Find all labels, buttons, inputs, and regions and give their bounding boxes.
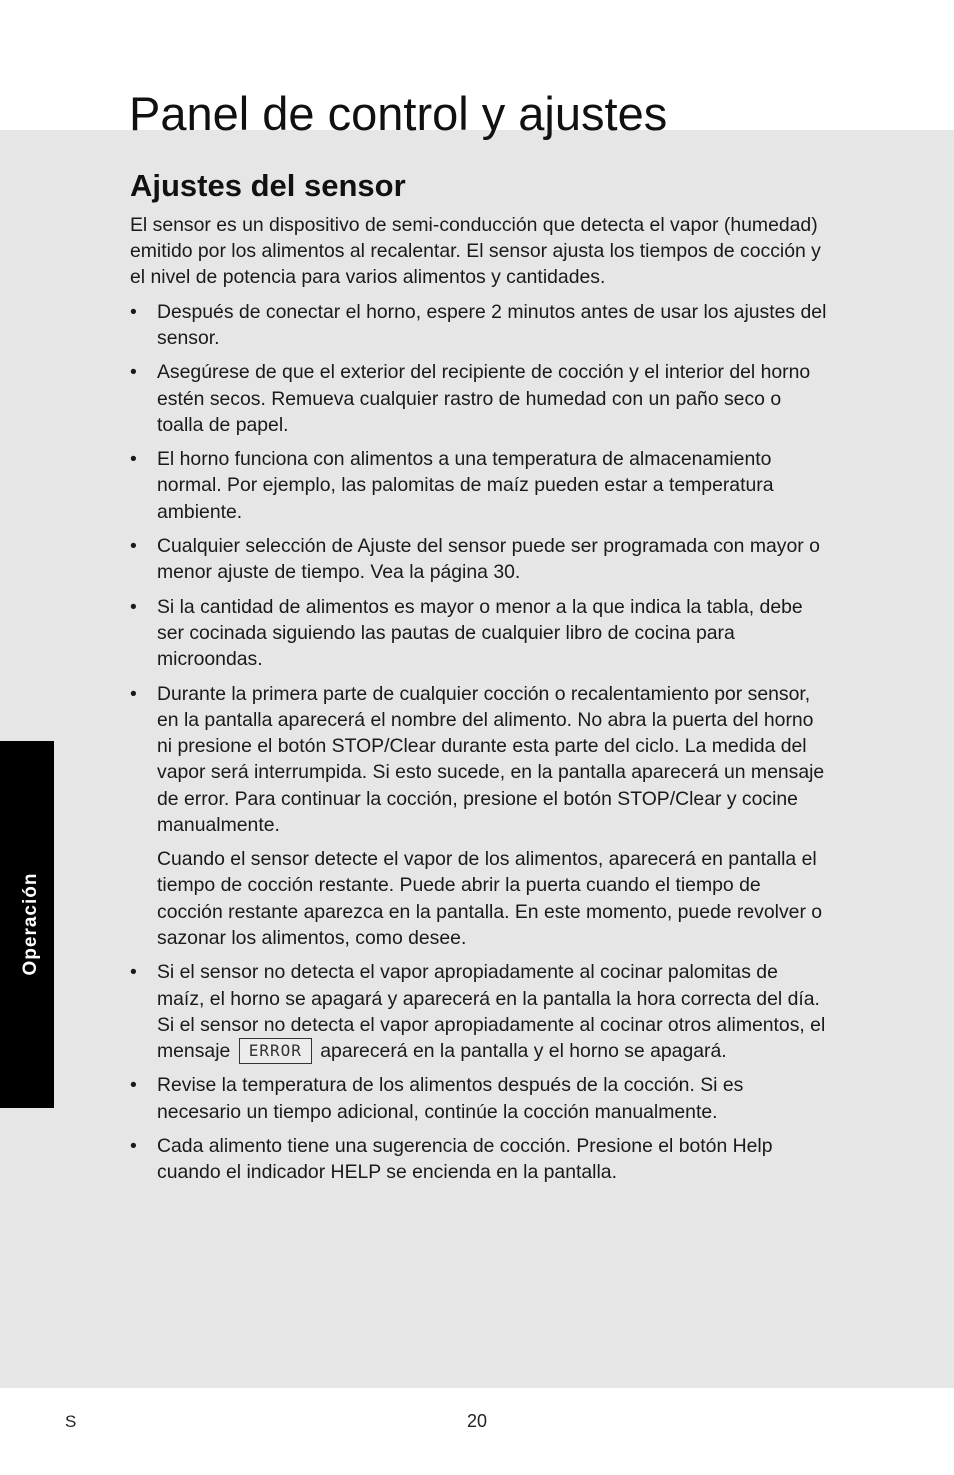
list-item-text: El horno funciona con alimentos a una temperatura de almacenamiento normal. Por ejemplo, las palomitas de maíz pueden estar a temperatura ambiente. <box>157 448 774 523</box>
list-item-text: Cada alimento tiene una sugerencia de cocción. Presione el botón Help cuando el indicador HELP se encienda en la pantalla. <box>157 1135 773 1184</box>
list-item <box>130 533 830 585</box>
error-display-box: ERROR <box>239 1038 312 1064</box>
page-title: Panel de control y ajustes <box>129 87 668 140</box>
list-item <box>130 959 830 1064</box>
section-heading: Ajustes del sensor <box>130 168 406 203</box>
list-item-text: Asegúrese de que el exterior del recipiente de cocción y el interior del horno estén secos. Remueva cualquier rastro de humedad con un paño seco o toalla de papel. <box>157 361 811 436</box>
list-item <box>130 299 830 351</box>
list-item <box>130 681 830 951</box>
list-item-text: Cualquier selección de Ajuste del sensor puede ser programada con mayor o menor ajuste de tiempo. Vea la página 30. <box>157 535 820 584</box>
intro-paragraph: El sensor es un dispositivo de semi-conducción que detecta el vapor (humedad) emitido por los alimentos al recalentar. El sensor ajusta los tiempos de cocción y el nivel de potencia para varios alimentos y cantidades. <box>130 214 821 289</box>
list-item-text: Revise la temperatura de los alimentos después de la cocción. Si es necesario un tiempo adicional, continúe la cocción manualmente. <box>157 1074 744 1123</box>
list-item <box>130 446 830 525</box>
list-item <box>130 359 830 438</box>
list-item-text: Después de conectar el horno, espere 2 minutos antes de usar los ajustes del sensor. <box>157 300 827 349</box>
section-side-tab-label: Operación <box>20 872 41 976</box>
list-item <box>130 1133 830 1185</box>
sensor-tips-list <box>130 299 830 1186</box>
list-item-text: Durante la primera parte de cualquier cocción o recalentamiento por sensor, en la pantalla aparecerá el nombre del alimento. No abra la puerta del horno ni presione el botón STOP/Clear durante esta parte del ciclo. La medida del vapor será interrumpida. Si esto sucede, en la pantalla aparecerá un mensaje de error. Para continuar la cocción, presione el botón STOP/Clear y cocine manualmente. <box>157 682 825 836</box>
list-item <box>130 1072 830 1124</box>
footer-language-code: S <box>65 1412 77 1431</box>
list-item-text: Si la cantidad de alimentos es mayor o menor a la que indica la tabla, debe ser cocinada siguiendo las pautas de cualquier libro de cocina para microondas. <box>157 595 803 671</box>
list-item <box>130 594 830 673</box>
list-item-continuation: Cuando el sensor detecte el vapor de los alimentos, aparecerá en pantalla el tiempo de cocción restante. Puede abrir la puerta cuando el tiempo de cocción restante aparezca en la pantalla. En este momento, puede revolver o sazonar los alimentos, como desee. <box>157 848 823 949</box>
page-number: 20 <box>466 1411 488 1431</box>
list-item-text: Si el sensor no detecta el vapor apropiadamente al cocinar palomitas de maíz, el horno se apagará y aparecerá en la pantalla la hora correcta del día. Si el sensor no detecta el vapor apropiadamente al cocinar otros alimentos, el mensaje <box>157 961 826 1062</box>
list-item-text: aparecerá en la pantalla y el horno se apagará. <box>320 1039 727 1062</box>
body-content <box>130 212 830 1194</box>
